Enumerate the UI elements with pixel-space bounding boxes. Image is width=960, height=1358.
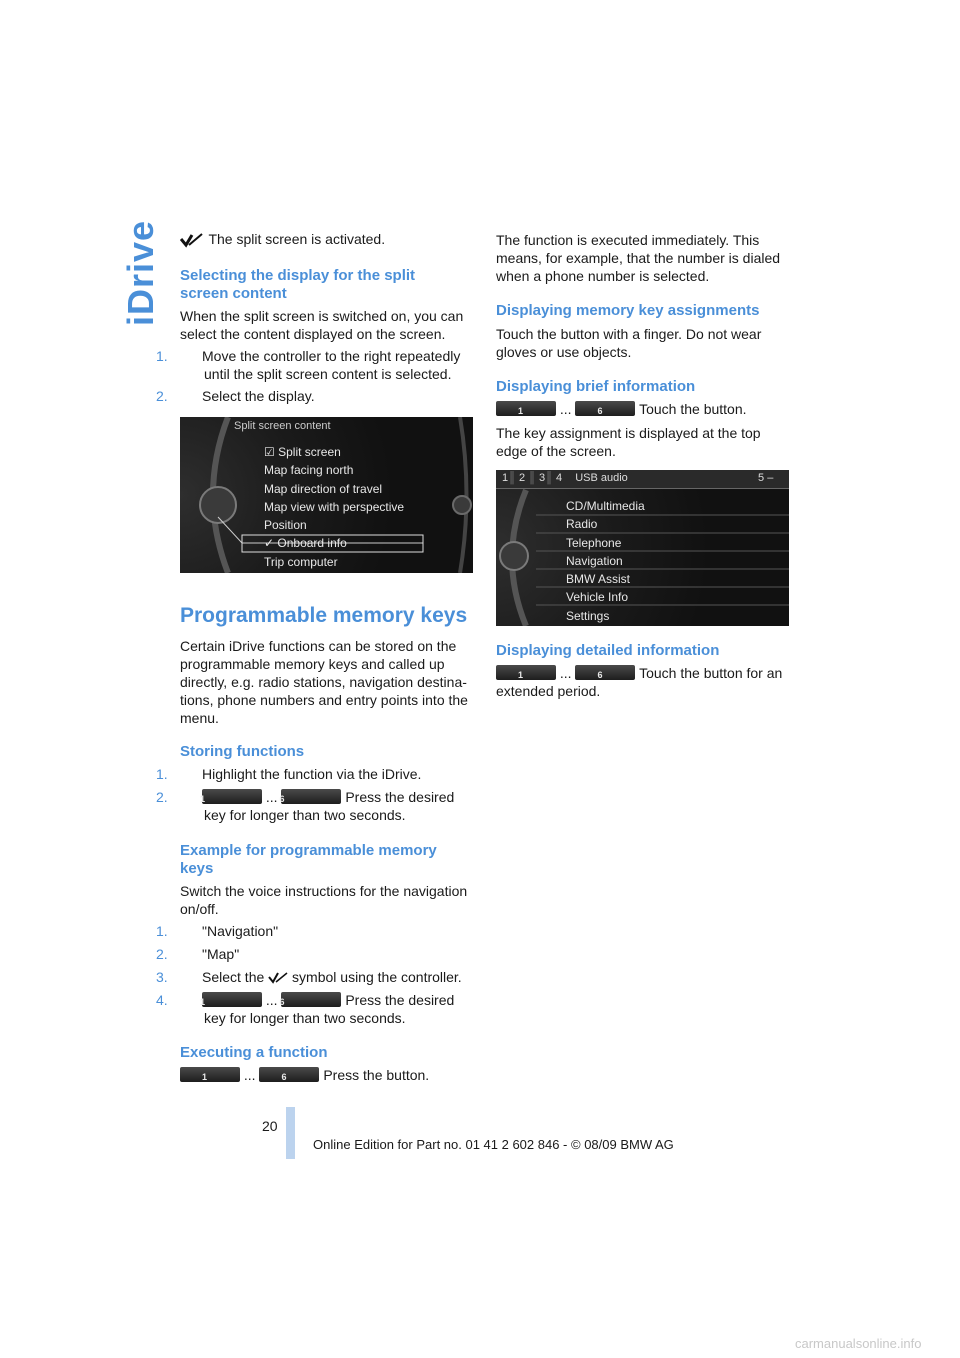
memory-key-6[interactable]: 6 bbox=[575, 665, 635, 680]
executing-text: 1 ... 6 Press the button. bbox=[180, 1066, 474, 1084]
heading-memory-assignments: Displaying memory key assignments bbox=[496, 302, 760, 319]
section-tab bbox=[108, 219, 161, 326]
activated-line bbox=[180, 231, 480, 249]
exec-description: The function is executed immediately. This means, for example, that the number is dialed when a phone number is selected. bbox=[496, 232, 781, 284]
memory-key-1[interactable]: 1 bbox=[496, 665, 556, 680]
step: 1. Move the controller to the right repeatedly until the split screen content is selected. bbox=[156, 348, 461, 382]
step: 3. Select the symbol using the controller. bbox=[156, 969, 462, 985]
heading-executing: Executing a function bbox=[180, 1044, 328, 1061]
menu-item: CD/Multimedia bbox=[566, 499, 645, 513]
memory-key-1[interactable]: 1 bbox=[180, 1067, 240, 1082]
menu-item: Map direction of travel bbox=[264, 481, 383, 496]
checkmark-icon bbox=[180, 232, 204, 248]
step: 1. "Navigation" bbox=[156, 923, 279, 939]
menu-item: Radio bbox=[566, 517, 598, 532]
split-screen-content-screenshot bbox=[180, 417, 473, 573]
memory-key-1[interactable]: 1 bbox=[202, 789, 262, 804]
watermark: carmanualsonline.info bbox=[795, 1336, 922, 1351]
menu-item: Trip computer bbox=[264, 554, 338, 569]
storing-steps bbox=[156, 765, 474, 824]
programmable-intro: Certain iDrive functions can be stored on the programmable memory keys and called up directly, e.g. radio stations, navigation destina- tions, phone numbers and entry points into the menu. bbox=[180, 638, 468, 726]
select-steps bbox=[156, 347, 474, 405]
menu-item: Telephone bbox=[566, 535, 622, 550]
step: 1. Highlight the function via the iDrive. bbox=[156, 766, 422, 782]
key-assignment-bar: 1║ 2 ║ 3║ 4 USB audio 5 – bbox=[496, 470, 789, 489]
menu-item: ✓ Onboard info bbox=[264, 536, 347, 551]
menu-item: BMW Assist bbox=[566, 572, 631, 587]
heading-example: Example for programmable memory keys bbox=[180, 842, 437, 877]
screen-menu bbox=[264, 443, 404, 571]
memory-key-6[interactable]: 6 bbox=[259, 1067, 319, 1082]
menu-item: Map facing north bbox=[264, 463, 354, 478]
footer-text: Online Edition for Part no. 01 41 2 602 846 - © 08/09 BMW AG bbox=[313, 1137, 674, 1152]
example-intro: Switch the voice instructions for the navigation on/off. bbox=[180, 883, 468, 917]
menu-item: ☑ Split screen bbox=[264, 445, 341, 459]
example-steps bbox=[156, 922, 474, 1027]
heading-detailed-info: Displaying detailed information bbox=[496, 642, 720, 659]
heading-programmable-keys: Programmable memory keys bbox=[180, 604, 468, 627]
heading-storing: Storing functions bbox=[180, 743, 305, 760]
step: 2. Select the display. bbox=[156, 388, 315, 404]
section-tab-label: iDrive bbox=[120, 219, 161, 326]
step: 4. 1 ... 6 Press the desired key for longer than two seconds. bbox=[156, 992, 455, 1026]
menu-item: Settings bbox=[566, 608, 610, 623]
menu-item: Map view with perspective bbox=[264, 499, 405, 514]
voice-checkmark-icon bbox=[268, 971, 288, 985]
memory-key-6[interactable]: 6 bbox=[281, 789, 341, 804]
memory-key-1[interactable]: 1 bbox=[496, 401, 556, 416]
assign-text: Touch the button with a finger. Do not wear gloves or use objects. bbox=[496, 326, 762, 360]
brief-text: 1 ... 6 Touch the button. bbox=[496, 400, 786, 418]
page-number: 20 bbox=[262, 1118, 278, 1134]
memory-key-1[interactable]: 1 bbox=[202, 992, 262, 1007]
menu-item: Vehicle Info bbox=[566, 590, 629, 605]
activated-text: The split screen is activated. bbox=[208, 231, 386, 247]
select-intro: When the split screen is switched on, you can select the content displayed on the screen. bbox=[180, 308, 464, 342]
step: 2. "Map" bbox=[156, 946, 240, 962]
brief-description: The key assignment is displayed at the top edge of the screen. bbox=[496, 425, 761, 459]
screen-menu bbox=[566, 497, 645, 625]
memory-key-screenshot bbox=[496, 470, 789, 626]
detail-text: 1 ... 6 Touch the button for an extended period. bbox=[496, 665, 783, 699]
heading-brief-info: Displaying brief information bbox=[496, 378, 696, 395]
footer-bar bbox=[286, 1107, 295, 1159]
step: 2. 1 ... 6 Press the desired key for longer than two seconds. bbox=[156, 789, 455, 823]
memory-key-6[interactable]: 6 bbox=[281, 992, 341, 1007]
screen-title: Split screen content bbox=[234, 420, 331, 432]
menu-item: Navigation bbox=[566, 553, 623, 568]
memory-key-6[interactable]: 6 bbox=[575, 401, 635, 416]
heading-select-display: Selecting the display for the split screen content bbox=[180, 267, 416, 302]
menu-item: Position bbox=[264, 518, 307, 533]
